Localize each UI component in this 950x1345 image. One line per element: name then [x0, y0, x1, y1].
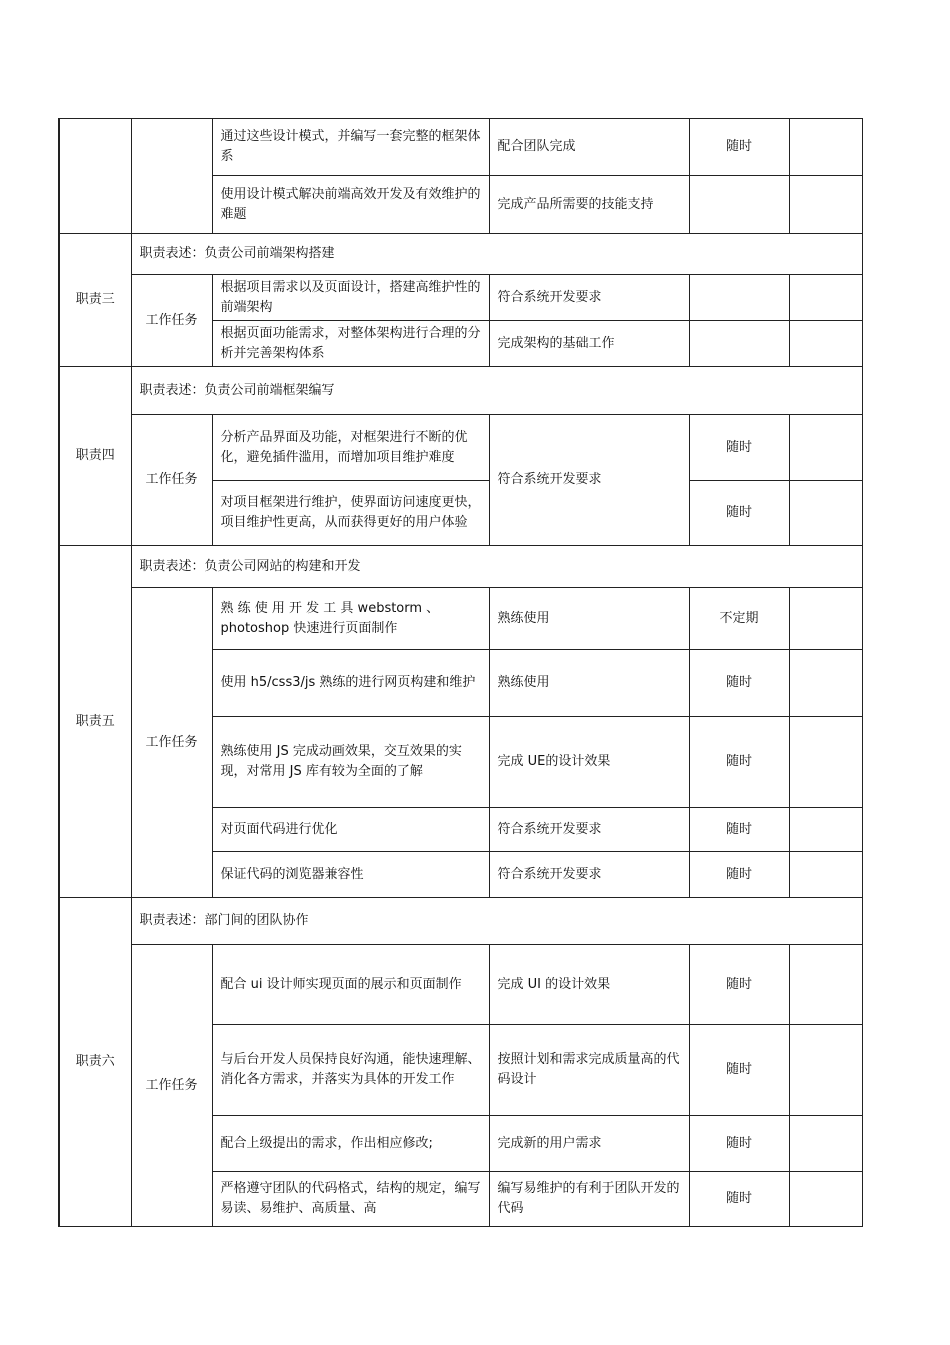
work-task-label-cell: 工作任务 [131, 945, 212, 1227]
blank-cell [789, 717, 862, 808]
task-cell: 使用 h5/css3/js 熟练的进行网页构建和维护 [212, 650, 489, 717]
frequency-cell [689, 275, 789, 321]
task-cell: 保证代码的浏览器兼容性 [212, 852, 489, 898]
duty-description: 职责表述：负责公司前端框架编写 [131, 367, 862, 415]
work-task-label-cell: 工作任务 [131, 588, 212, 898]
blank-cell [789, 119, 862, 176]
task-cell: 配合 ui 设计师实现页面的展示和页面制作 [212, 945, 489, 1025]
table-row [59, 367, 862, 415]
standard-cell: 符合系统开发要求 [489, 275, 689, 321]
table-row [59, 234, 862, 275]
blank-cell [789, 481, 862, 546]
table-row [59, 119, 862, 176]
standard-cell: 完成产品所需要的技能支持 [489, 176, 689, 234]
blank-cell [789, 650, 862, 717]
standard-cell: 按照计划和需求完成质量高的代码设计 [489, 1025, 689, 1116]
frequency-cell: 随时 [689, 1025, 789, 1116]
frequency-cell: 随时 [689, 650, 789, 717]
table-row [59, 898, 862, 945]
frequency-cell: 随时 [689, 119, 789, 176]
frequency-cell [689, 321, 789, 367]
standard-cell: 熟练使用 [489, 650, 689, 717]
frequency-cell: 随时 [689, 1172, 789, 1227]
standard-cell: 符合系统开发要求 [489, 852, 689, 898]
blank-cell [789, 275, 862, 321]
standard-cell: 完成架构的基础工作 [489, 321, 689, 367]
blank-cell [789, 1172, 862, 1227]
standard-cell: 符合系统开发要求 [489, 808, 689, 852]
blank-cell [789, 852, 862, 898]
blank-cell [789, 945, 862, 1025]
table-row [59, 945, 862, 1025]
standard-cell: 完成新的用户需求 [489, 1116, 689, 1172]
table-row [59, 275, 862, 321]
frequency-cell: 随时 [689, 852, 789, 898]
task-cell: 熟练使用 JS 完成动画效果，交互效果的实现，对常用 JS 库有较为全面的了解 [212, 717, 489, 808]
standard-cell: 完成 UE的设计效果 [489, 717, 689, 808]
task-cell: 熟 练 使 用 开 发 工 具 webstorm 、photoshop 快速进行页面制作 [212, 588, 489, 650]
duty-name-cell: 职责六 [59, 898, 131, 1227]
job-duties-table [58, 118, 863, 1227]
task-cell: 对项目框架进行维护，使界面访问速度更快，项目维护性更高，从而获得更好的用户体验 [212, 481, 489, 546]
frequency-cell: 随时 [689, 481, 789, 546]
blank-cell [789, 1116, 862, 1172]
blank-cell [789, 321, 862, 367]
task-cell: 通过这些设计模式，并编写一套完整的框架体系 [212, 119, 489, 176]
blank-cell [789, 415, 862, 481]
standard-cell: 符合系统开发要求 [489, 415, 689, 546]
blank-cell [789, 588, 862, 650]
duty-description: 职责表述：负责公司前端架构搭建 [131, 234, 862, 275]
task-cell: 使用设计模式解决前端高效开发及有效维护的难题 [212, 176, 489, 234]
task-cell: 对页面代码进行优化 [212, 808, 489, 852]
duty-description: 职责表述：部门间的团队协作 [131, 898, 862, 945]
duty-name-cell: 职责四 [59, 367, 131, 546]
frequency-cell: 随时 [689, 808, 789, 852]
blank-cell [789, 176, 862, 234]
task-cell: 与后台开发人员保持良好沟通，能快速理解、消化各方需求，并落实为具体的开发工作 [212, 1025, 489, 1116]
duty-description: 职责表述：负责公司网站的构建和开发 [131, 546, 862, 588]
work-task-label-cell [131, 119, 212, 234]
work-task-label-cell: 工作任务 [131, 275, 212, 367]
frequency-cell: 随时 [689, 415, 789, 481]
standard-cell: 配合团队完成 [489, 119, 689, 176]
work-task-label-cell: 工作任务 [131, 415, 212, 546]
duty-name-cell [59, 119, 131, 234]
standard-cell: 熟练使用 [489, 588, 689, 650]
table-row [59, 588, 862, 650]
table-row [59, 415, 862, 481]
frequency-cell [689, 176, 789, 234]
frequency-cell: 随时 [689, 1116, 789, 1172]
duty-name-cell: 职责三 [59, 234, 131, 367]
frequency-cell: 不定期 [689, 588, 789, 650]
standard-cell: 完成 UI 的设计效果 [489, 945, 689, 1025]
task-cell: 配合上级提出的需求，作出相应修改; [212, 1116, 489, 1172]
frequency-cell: 随时 [689, 717, 789, 808]
blank-cell [789, 808, 862, 852]
task-cell: 根据项目需求以及页面设计，搭建高维护性的前端架构 [212, 275, 489, 321]
standard-cell: 编写易维护的有利于团队开发的代码 [489, 1172, 689, 1227]
task-cell: 根据页面功能需求，对整体架构进行合理的分析并完善架构体系 [212, 321, 489, 367]
duty-name-cell: 职责五 [59, 546, 131, 898]
table-row [59, 546, 862, 588]
task-cell: 严格遵守团队的代码格式，结构的规定，编写易读、易维护、高质量、高 [212, 1172, 489, 1227]
frequency-cell: 随时 [689, 945, 789, 1025]
task-cell: 分析产品界面及功能，对框架进行不断的优化，避免插件滥用，而增加项目维护难度 [212, 415, 489, 481]
blank-cell [789, 1025, 862, 1116]
